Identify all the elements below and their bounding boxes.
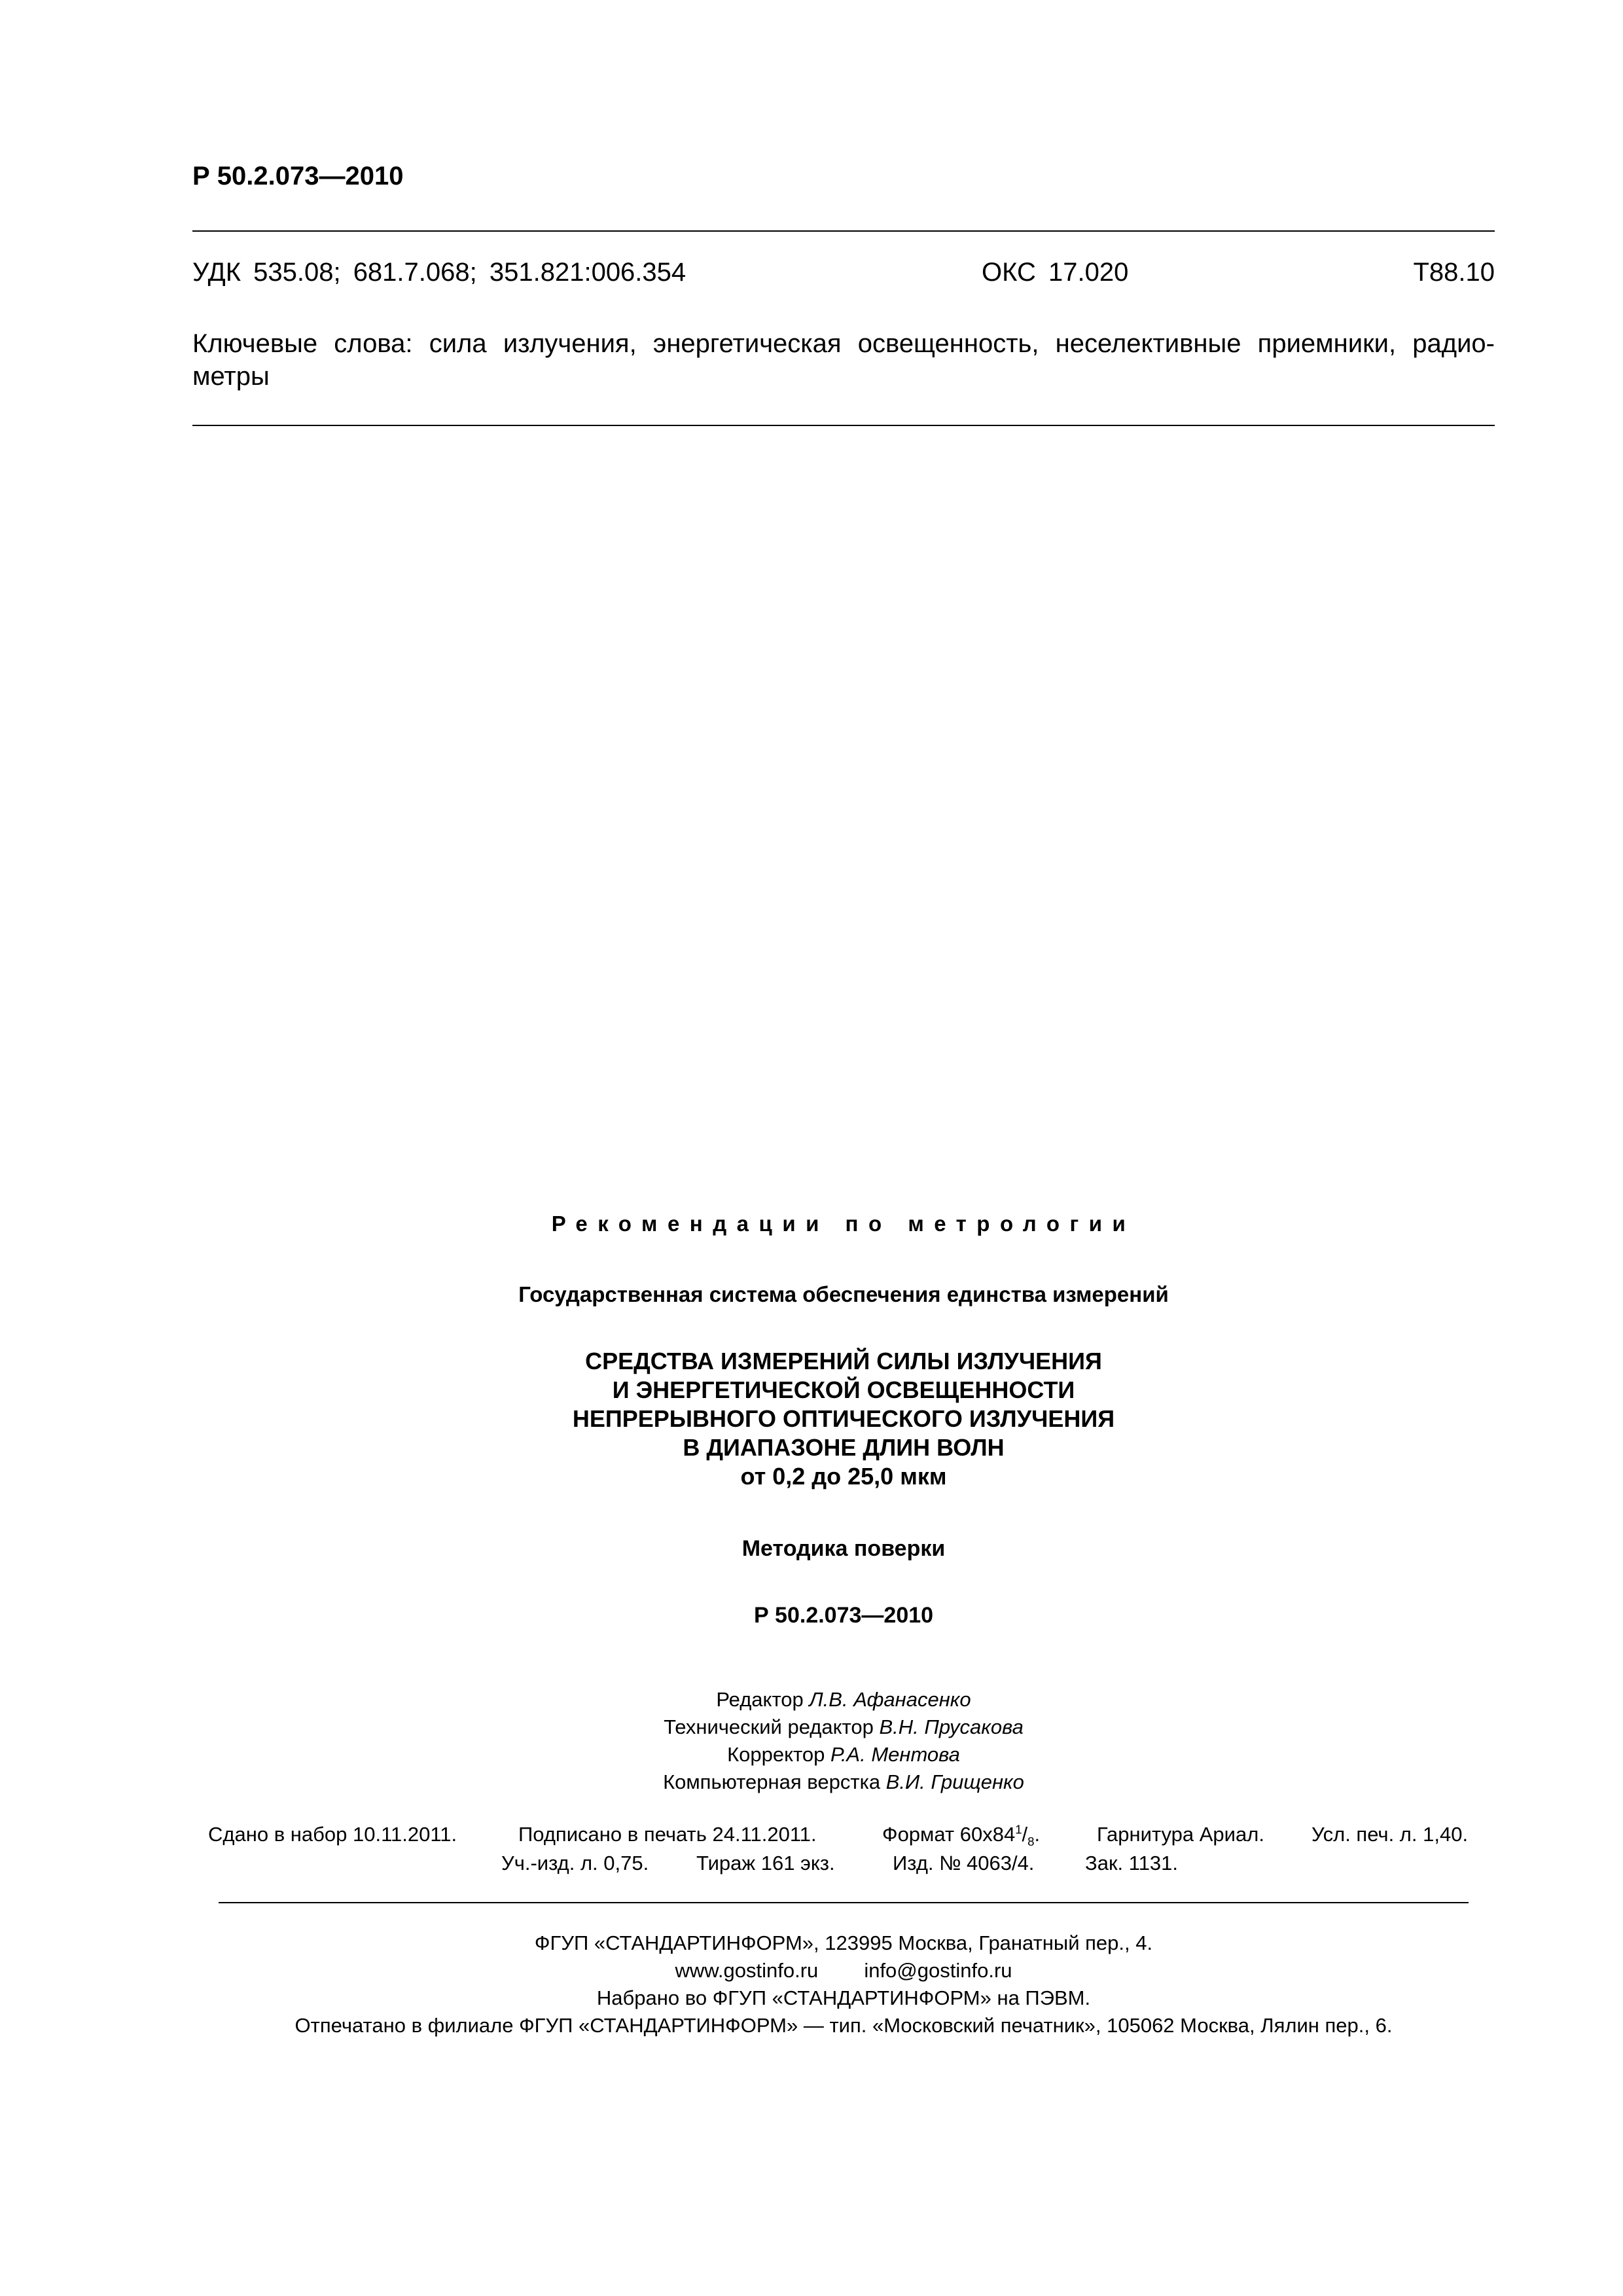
credit-corrector: Корректор Р.А. Ментова <box>727 1743 960 1766</box>
publisher-address: ФГУП «СТАНДАРТИНФОРМ», 123995 Москва, Гранатный пер., 4. <box>534 1931 1153 1954</box>
print-info-row-1 <box>0 1821 1623 1848</box>
series-heading: Рекомендации по метрологии <box>551 1211 1136 1236</box>
publisher-contacts <box>192 1957 1495 1984</box>
submitted-date: Сдано в набор 10.11.2011. <box>208 1823 457 1846</box>
print-sheets: Усл. печ. л. 1,40. <box>1311 1823 1469 1846</box>
edition-number: Изд. № 4063/4. <box>893 1852 1035 1874</box>
signed-date: Подписано в печать 24.11.2011. <box>518 1823 817 1846</box>
publisher-info <box>192 1929 1495 2039</box>
udc-code: УДК 535.08; 681.7.068; 351.821:006.354 <box>192 258 687 287</box>
t-code: Т88.10 <box>1413 258 1495 287</box>
order-number: Зак. 1131. <box>1085 1852 1179 1874</box>
title-line-4: В ДИАПАЗОНЕ ДЛИН ВОЛН <box>683 1434 1005 1461</box>
header-divider-bottom <box>192 425 1495 426</box>
typeset-note: Набрано во ФГУП «СТАНДАРТИНФОРМ» на ПЭВМ. <box>596 1986 1091 2009</box>
credit-layout: Компьютерная верстка В.И. Грищенко <box>663 1770 1024 1793</box>
title-line-1: СРЕДСТВА ИЗМЕРЕНИЙ СИЛЫ ИЗЛУЧЕНИЯ <box>585 1348 1102 1374</box>
keywords-line-1: Ключевые слова: сила излучения, энергетическая освещенность, неселективные приемники, радио- <box>192 329 1495 358</box>
print-info-row-2 <box>0 1850 1623 1877</box>
typeface: Гарнитура Ариал. <box>1097 1823 1264 1846</box>
imprint-document-code: Р 50.2.073—2010 <box>753 1603 934 1628</box>
keywords-line-2: метры <box>192 362 270 391</box>
document-code: Р 50.2.073—2010 <box>192 162 404 190</box>
publisher-website[interactable]: www.gostinfo.ru <box>675 1959 819 1982</box>
circulation: Тираж 161 экз. <box>696 1852 835 1874</box>
standard-title <box>192 1347 1495 1491</box>
oks-code: ОКС 17.020 <box>982 258 1129 287</box>
title-line-5: от 0,2 до 25,0 мкм <box>740 1463 947 1490</box>
paper-format: Формат $60х84^1/_8$. <box>882 1822 1041 1849</box>
title-line-3: НЕПРЕРЫВНОГО ОПТИЧЕСКОГО ИЗЛУЧЕНИЯ <box>572 1405 1115 1432</box>
credit-editor: Редактор Л.В. Афанасенко <box>716 1688 971 1711</box>
credits <box>192 1686 1495 1796</box>
system-heading: Государственная система обеспечения единства измерений <box>518 1282 1169 1306</box>
classification-row <box>192 257 1495 288</box>
publishing-sheets: Уч.-изд. л. 0,75. <box>501 1852 649 1874</box>
publisher-email[interactable]: info@gostinfo.ru <box>864 1959 1012 1982</box>
method-heading: Методика поверки <box>741 1536 946 1561</box>
title-line-2: И ЭНЕРГЕТИЧЕСКОЙ ОСВЕЩЕННОСТИ <box>612 1376 1075 1403</box>
printed-note: Отпечатано в филиале ФГУП «СТАНДАРТИНФОРМ» — тип. «Московский печатник», 105062 Москва, Лялин пер., 6. <box>294 2014 1393 2037</box>
credit-tech-editor: Технический редактор В.Н. Прусакова <box>664 1715 1024 1738</box>
imprint-divider <box>219 1902 1469 1903</box>
header-divider-top <box>192 230 1495 232</box>
keywords <box>192 327 1495 393</box>
